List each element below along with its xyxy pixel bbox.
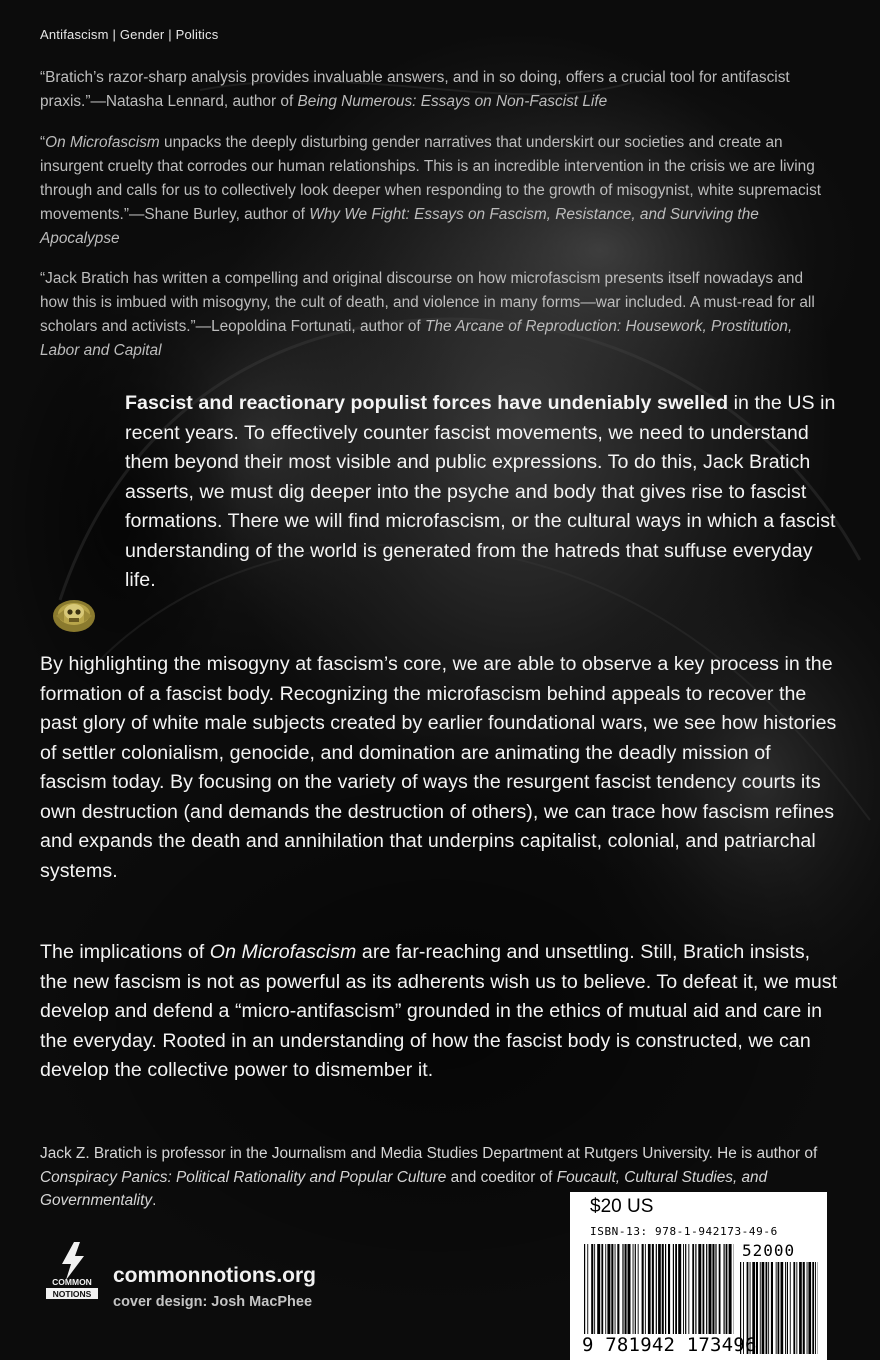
isbn-label: ISBN-13: 978-1-942173-49-6: [590, 1225, 778, 1238]
book-title: Conspiracy Panics: Political Rationality and Popular Culture: [40, 1168, 447, 1186]
ean-barcode: [584, 1244, 734, 1334]
barcode-bar: [594, 1244, 595, 1334]
barcode-bar: [709, 1244, 712, 1334]
barcode-bar: [706, 1244, 707, 1334]
barcode-bar: [812, 1262, 814, 1354]
barcode-bar: [678, 1244, 681, 1334]
publisher-logo: [40, 1240, 104, 1300]
barcode-bar: [675, 1244, 677, 1334]
barcode-bar: [766, 1262, 768, 1354]
barcode-bar: [692, 1244, 694, 1334]
bio-text: Jack Z. Bratich is professor in the Journalism and Media Studies Department at Rutgers University. He is author of: [40, 1145, 818, 1162]
barcode-bar: [785, 1262, 786, 1354]
paragraph-text: are far-reaching and unsettling. Still, Bratich insists, the new fascism is not as powerful as its adherents wish us to believe. To defeat it, we must develop and defend a “micro-antifascism” grounded in the ethics of mutual aid and care in the everyday. Rooted in an understanding of how the fascist body is constructed, we can develop the collective power to dismember it.: [40, 941, 838, 1081]
book-title: Why We Fight: Essays on Fascism, Resistance, and Surviving the Apocalypse: [40, 206, 759, 247]
barcode-bar: [625, 1244, 627, 1334]
endorsement-quote: [40, 66, 830, 114]
bio-text: .: [152, 1192, 157, 1209]
barcode-bar: [635, 1244, 636, 1334]
barcode-bar: [803, 1262, 805, 1354]
quote-text: “Bratich’s razor-sharp analysis provides invaluable answers, and in so doing, offers a crucial tool for antifascist praxis.”—Natasha Lennard, author of: [40, 69, 790, 110]
lead-in-bold: Fascist and reactionary populist forces have undeniably swelled: [125, 392, 729, 414]
barcode-bar: [587, 1244, 588, 1334]
barcode-bar: [668, 1244, 670, 1334]
barcode-bar: [815, 1262, 816, 1354]
barcode-bar: [771, 1262, 773, 1354]
barcode-bar: [628, 1244, 631, 1334]
quote-text: “Jack Bratich has written a compelling and original discourse on how microfascism presents itself nowadays and how this is imbued with misogyny, the cult of death, and violence in many forms—war included. A must-read for all scholars and activists.”—Leopoldina Fortunati, author of: [40, 270, 815, 335]
barcode-bar: [808, 1262, 811, 1354]
barcode-bar: [685, 1244, 686, 1334]
barcode-bar: [698, 1244, 701, 1334]
logo-text-bottom: NOTIONS: [52, 1289, 92, 1299]
barcode-bar: [793, 1262, 795, 1354]
barcode-bar: [607, 1244, 610, 1334]
price-code: 52000: [742, 1241, 796, 1260]
book-title: On Microfascism: [45, 134, 160, 151]
barcode-bar: [726, 1244, 728, 1334]
ean-digits: 9 781942 173496: [582, 1334, 757, 1356]
barcode-bar: [645, 1244, 646, 1334]
book-title: Being Numerous: Essays on Non-Fascist Life: [297, 93, 608, 110]
barcode-bar: [796, 1262, 797, 1354]
barcode-bar: [695, 1244, 696, 1334]
barcode-bar: [673, 1244, 674, 1334]
barcode-bar: [703, 1244, 705, 1334]
book-title: Foucault, Cultural Studies, and Governmentality: [40, 1168, 768, 1209]
barcode-bar: [760, 1262, 761, 1354]
endorsement-quote: [40, 131, 830, 251]
price-label: $20 US: [590, 1196, 654, 1217]
bio-text: and coeditor of: [446, 1168, 557, 1186]
barcode-bar: [787, 1262, 788, 1354]
quote-open: “: [40, 134, 46, 151]
barcode-bar: [615, 1244, 616, 1334]
barcode-bar: [715, 1244, 716, 1334]
barcode-bar: [729, 1244, 732, 1334]
subject-categories: Antifascism | Gender | Politics: [40, 27, 219, 42]
paragraph-text: The implications of: [40, 941, 210, 963]
barcode-bar: [656, 1244, 657, 1334]
barcode-bar: [648, 1244, 651, 1334]
barcode-bar: [601, 1244, 603, 1334]
barcode-bar: [591, 1244, 593, 1334]
description-paragraph: [125, 389, 845, 596]
barcode-bar: [799, 1262, 802, 1354]
barcode-bar: [622, 1244, 623, 1334]
barcode-bar: [658, 1244, 661, 1334]
barcode-bar: [662, 1244, 664, 1334]
endorsement-quote: [40, 267, 830, 363]
barcode-bar: [584, 1244, 585, 1334]
barcode-bar: [781, 1262, 784, 1354]
barcode-bar: [712, 1244, 714, 1334]
barcode-bar: [683, 1244, 684, 1334]
logo-text-top: COMMON: [52, 1277, 92, 1287]
publisher-url[interactable]: commonnotions.org: [113, 1264, 316, 1287]
quote-text: unpacks the deeply disturbing gender narratives that underskirt our societies and create an insurgent cruelty that corrodes our human relationships. This is an incredible intervention in the crisis we are living through and calls for us to collectively look deeper when responding to the growth of misogynist, white supremacist movements.”—Shane Burley, author of: [40, 134, 822, 223]
barcode-bar: [688, 1244, 689, 1334]
description-paragraph: [40, 938, 840, 1086]
barcode-bar: [611, 1244, 613, 1334]
barcode-bar: [638, 1244, 639, 1334]
barcode-bar: [617, 1244, 619, 1334]
barcode-bar: [633, 1244, 634, 1334]
barcode-bar: [605, 1244, 606, 1334]
barcode-bar: [807, 1262, 808, 1354]
cover-design-credit: cover design: Josh MacPhee: [113, 1294, 313, 1310]
barcode-panel: [570, 1192, 827, 1360]
barcode-bar: [665, 1244, 666, 1334]
barcode-bar: [768, 1262, 769, 1354]
barcode-bar: [762, 1262, 765, 1354]
barcode-bar: [597, 1244, 600, 1334]
book-title: The Arcane of Reproduction: Housework, Prostitution, Labor and Capital: [40, 318, 793, 359]
barcode-bar: [778, 1262, 780, 1354]
book-title: On Microfascism: [209, 941, 357, 963]
barcode-bar: [652, 1244, 654, 1334]
paragraph-text: in the US in recent years. To effectively counter fascist movements, we need to understand them beyond their most visible and public expressions. To do this, Jack Bratich asserts, we must dig deeper into the psyche and body that gives rise to fascist formations. There we will find microfascism, or the cultural ways in which a fascist understanding of the world is generated from the hatreds that suffuse everyday life.: [125, 392, 836, 591]
barcode-bar: [719, 1244, 721, 1334]
barcode-bar: [724, 1244, 725, 1334]
barcode-bar: [776, 1262, 777, 1354]
skull-ring-icon: [52, 596, 96, 636]
barcode-bar: [790, 1262, 791, 1354]
barcode-bar: [642, 1244, 644, 1334]
description-paragraph: By highlighting the misogyny at fascism’s core, we are able to observe a key process in the formation of a fascist body. Recognizing the microfascism behind appeals to recover the past glory of white male subjects created by earlier foundational wars, we see how histories of settler colonialism, genocide, and domination are animating the deadly mission of fascism today. By focusing on the variety of ways the resurgent fascist tendency courts its own destruction (and demands the destruction of others), we can trace how fascism refines and expands the death and annihilation that underpins capitalist, colonial, and patriarchal systems.: [40, 653, 837, 882]
